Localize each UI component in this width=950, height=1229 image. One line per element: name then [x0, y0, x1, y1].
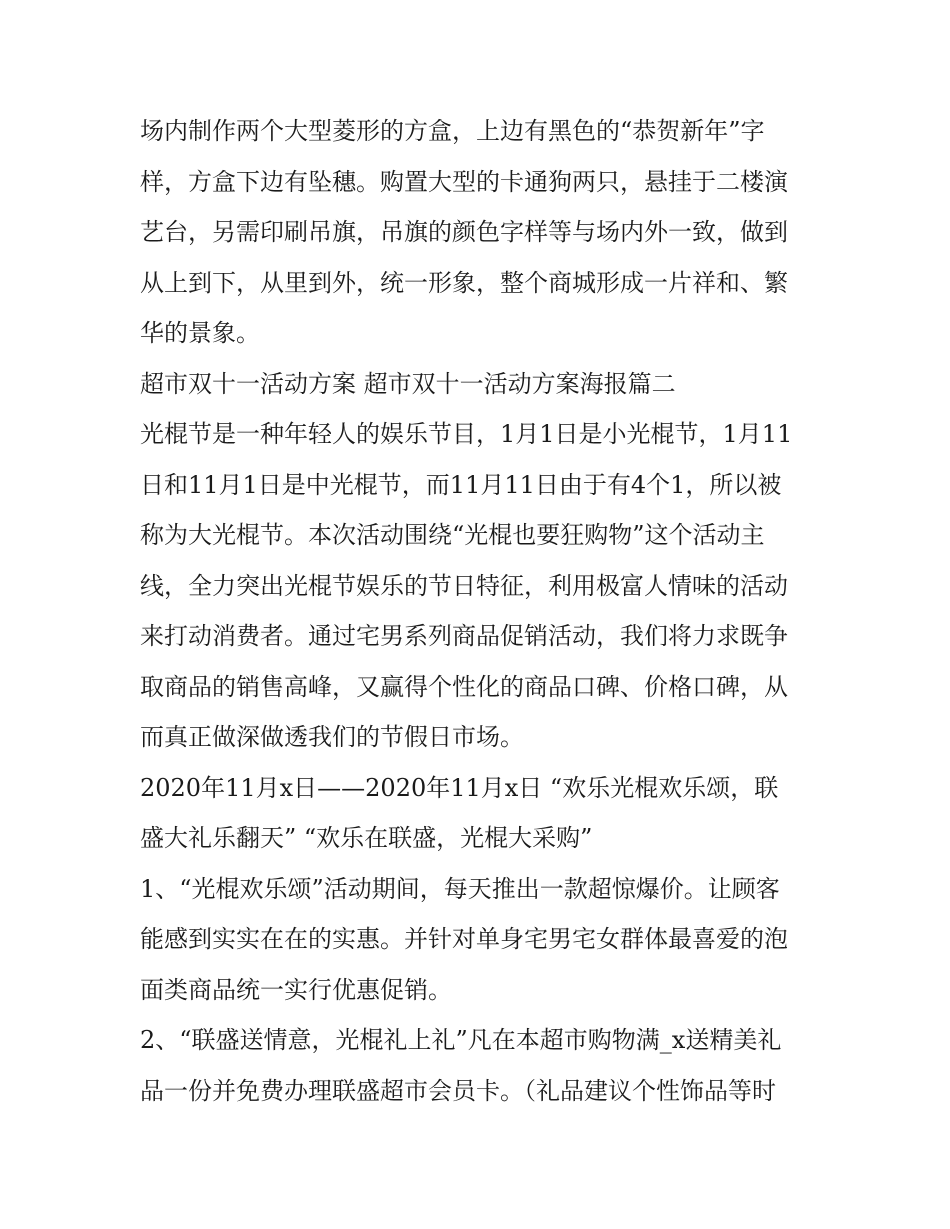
text-line: 2020年11月x日——2020年11月x日 “欢乐光棍欢乐颂，联 [140, 773, 779, 802]
text-line: 称为大光棍节。本次活动围绕“光棍也要狂购物”这个活动主 [140, 521, 765, 549]
text-line: 华的景象。 [140, 319, 260, 347]
text-line: 1、“光棍欢乐颂”活动期间，每天推出一款超惊爆价。让顾客 [140, 874, 780, 903]
text-line: 取商品的销售高峰，又赢得个性化的商品口碑、价格口碑，从 [140, 672, 788, 701]
text-line: 光棍节是一种年轻人的娱乐节目，1月1日是小光棍节，1月11 [140, 420, 793, 448]
text-line: 样，方盒下边有坠穗。购置大型的卡通狗两只，悬挂于二楼演 [140, 167, 788, 196]
text-line: 场内制作两个大型菱形的方盒，上边有黑色的“恭贺新年”字 [140, 117, 765, 145]
text-line: 盛大礼乐翻天” “欢乐在联盛，光棍大采购” [140, 824, 593, 852]
text-line: 日和11月1日是中光棍节，而11月11日由于有4个1，所以被 [140, 470, 782, 499]
text-line: 线，全力突出光棍节娱乐的节日特征，利用极富人情味的活动 [140, 571, 788, 600]
text-line: 品一份并免费办理联盛超市会员卡。（礼品建议个性饰品等时 [140, 1076, 776, 1105]
text-line: 而真正做深做透我们的节假日市场。 [140, 723, 524, 751]
document-body [140, 106, 820, 1116]
text-line: 来打动消费者。通过宅男系列商品促销活动，我们将力求既争 [140, 622, 788, 650]
text-line: 能感到实实在在的实惠。并针对单身宅男宅女群体最喜爱的泡 [140, 925, 788, 953]
text-line: 面类商品统一实行优惠促销。 [140, 975, 452, 1004]
text-line: 从上到下，从里到外，统一形象，整个商城形成一片祥和、繁 [140, 268, 788, 297]
text-line: 艺台，另需印刷吊旗，吊旗的颜色字样等与场内外一致，做到 [140, 218, 788, 246]
text-line: 2、“联盛送情意，光棍礼上礼”凡在本超市购物满_x送精美礼 [140, 1026, 782, 1054]
section-heading: 超市双十一活动方案 超市双十一活动方案海报篇二 [140, 369, 676, 398]
